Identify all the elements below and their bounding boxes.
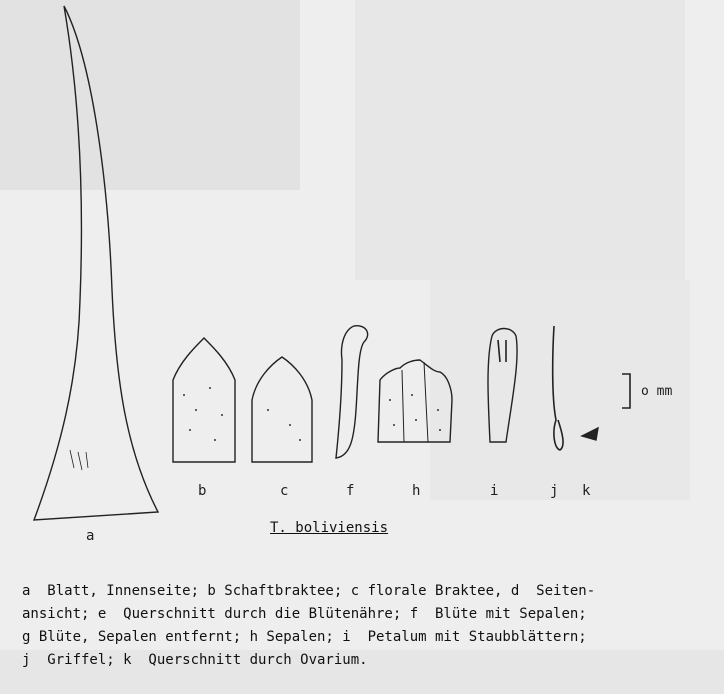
flower-f-drawing bbox=[336, 326, 368, 458]
caption-line: j Griffel; k Querschnitt durch Ovarium. bbox=[22, 652, 368, 668]
caption-line: g Blüte, Sepalen entfernt; h Sepalen; i Petalum mit Staubblättern; bbox=[22, 629, 587, 645]
label-i: i bbox=[490, 483, 499, 499]
scale-label: o mm bbox=[641, 384, 673, 399]
label-a: a bbox=[86, 528, 95, 544]
caption-line: a Blatt, Innenseite; b Schaftbraktee; c florale Braktee, d Seiten- bbox=[22, 583, 596, 599]
label-k: k bbox=[582, 483, 591, 499]
figure-title: T. boliviensis bbox=[270, 520, 389, 536]
bract-c-drawing bbox=[252, 357, 312, 462]
style-j-drawing bbox=[553, 326, 563, 450]
label-h: h bbox=[412, 483, 421, 499]
caption-line: ansicht; e Querschnitt durch die Blütenähre; f Blüte mit Sepalen; bbox=[22, 606, 587, 622]
figure-caption bbox=[22, 580, 712, 672]
leaf-a-drawing bbox=[34, 6, 158, 520]
label-f: f bbox=[346, 483, 355, 499]
label-j: j bbox=[550, 483, 559, 499]
label-c: c bbox=[280, 483, 289, 499]
ovary-k-drawing bbox=[582, 428, 598, 440]
bract-b-drawing bbox=[173, 338, 235, 462]
scale-bar bbox=[620, 372, 636, 412]
petal-i-drawing bbox=[488, 329, 517, 443]
label-b: b bbox=[198, 483, 207, 499]
leaf-a-texture bbox=[70, 450, 88, 470]
